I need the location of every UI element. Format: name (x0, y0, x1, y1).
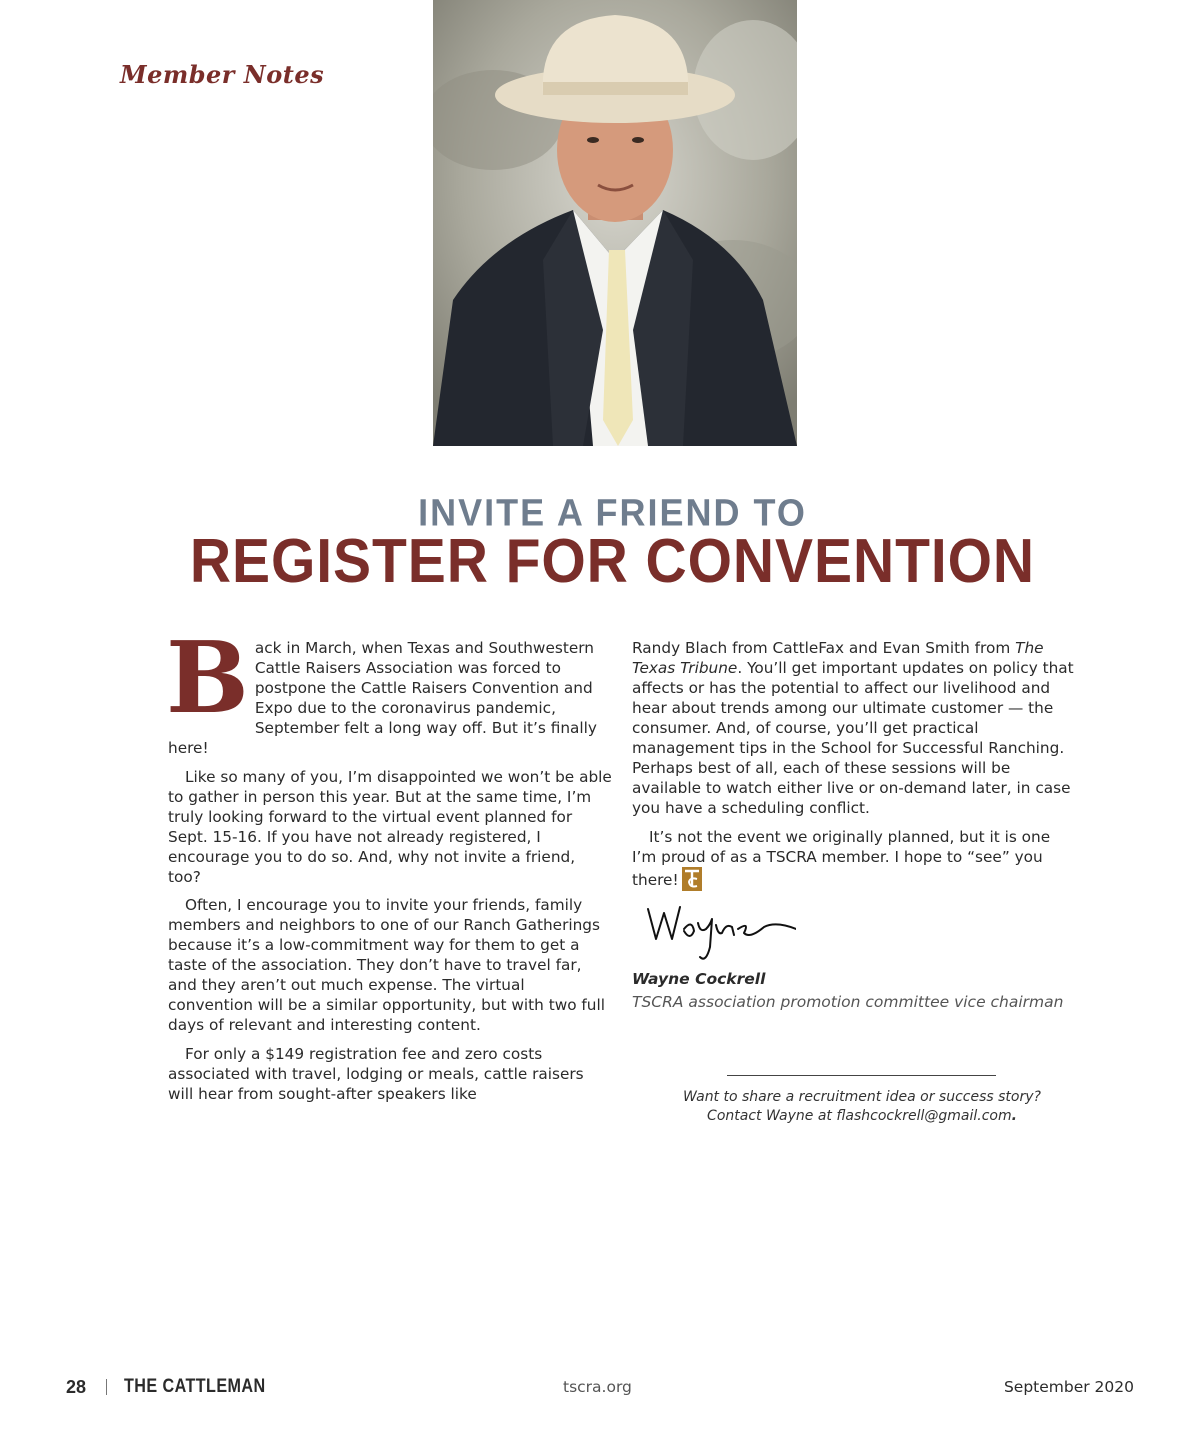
handwritten-signature (646, 899, 796, 969)
callout-prefix: Contact Wayne at (707, 1108, 837, 1124)
issue-date: September 2020 (1003, 1378, 1134, 1396)
signer-title: TSCRA association promotion committee vice chairman (632, 993, 1064, 1011)
drop-cap: B (166, 621, 249, 736)
callout-line-1: Want to share a recruitment idea or success story? (683, 1089, 1041, 1105)
author-photo (433, 0, 797, 446)
page-number: 28 (66, 1377, 87, 1397)
callout-suffix: . (1011, 1108, 1017, 1124)
magazine-name: THE CATTLEMAN (124, 1376, 266, 1397)
callout-line-2 (632, 1107, 1092, 1126)
article-column-right (632, 638, 1078, 1013)
paragraph-1-text: ack in March, when Texas and Southwestern Cattle Raisers Association was forced to postpone the Cattle Raisers Convention and Expo due to the coronavirus pandemic, September felt a long way off. But it’s finally here! (168, 639, 597, 757)
paragraph-5-rest: . You’ll get important updates on policy that affects or has the potential to affect our livelihood and hear about trends among our ultimate customer — the consumer. And, of course, you’ll get practical management tips in the School for Successful Ranching. Perhaps best of all, each of these sessions will be available to watch either live or on-demand later, in case you have a scheduling conflict. (632, 659, 1074, 817)
publication-name: The Texas Tribune (632, 639, 1044, 677)
paragraph-5-start: Randy Blach from CattleFax and Evan Smith from (632, 639, 1011, 657)
paragraph-6-text: It’s not the event we originally planned, but it is one I’m proud of as a TSCRA member. I hope to “see” you there! (632, 827, 1051, 889)
tc-brand-icon (682, 867, 702, 891)
article-paragraph-6 (632, 827, 1078, 891)
headline-title: REGISTER FOR CONVENTION (189, 527, 1036, 596)
page-footer (0, 1377, 1200, 1401)
article-column-left (166, 621, 612, 1112)
signer-name: Wayne Cockrell (632, 970, 766, 988)
contact-email-link[interactable]: flashcockrell@gmail.com (836, 1108, 1012, 1124)
section-label: Member Notes (120, 60, 325, 89)
footer-separator (106, 1379, 107, 1395)
article-paragraph-5 (632, 638, 1078, 818)
headline-kicker: INVITE A FRIEND TO (418, 490, 807, 534)
article-paragraph-1 (166, 621, 612, 758)
divider-rule (727, 1075, 996, 1076)
website-link[interactable]: tscra.org (563, 1378, 632, 1396)
article-paragraph-2: Like so many of you, I’m disappointed we won’t be able to gather in person this year. But at the same time, I’m truly looking forward to the virtual event planned for Sept. 15-16. If you have not already registered, I encourage you to do so. And, why not invite a friend, too? (168, 767, 612, 886)
article-paragraph-4: For only a $149 registration fee and zero costs associated with travel, lodging or meals, cattle raisers will hear from sought-after speakers like (168, 1044, 584, 1103)
contact-callout (632, 1088, 1092, 1126)
article-paragraph-3: Often, I encourage you to invite your friends, family members and neighbors to one of our Ranch Gatherings because it’s a low-commitment way for them to get a taste of the association. They don’t have to travel far, and they aren’t out much expense. The virtual convention will be a similar opportunity, but with two full days of relevant and interesting content. (168, 896, 606, 1034)
